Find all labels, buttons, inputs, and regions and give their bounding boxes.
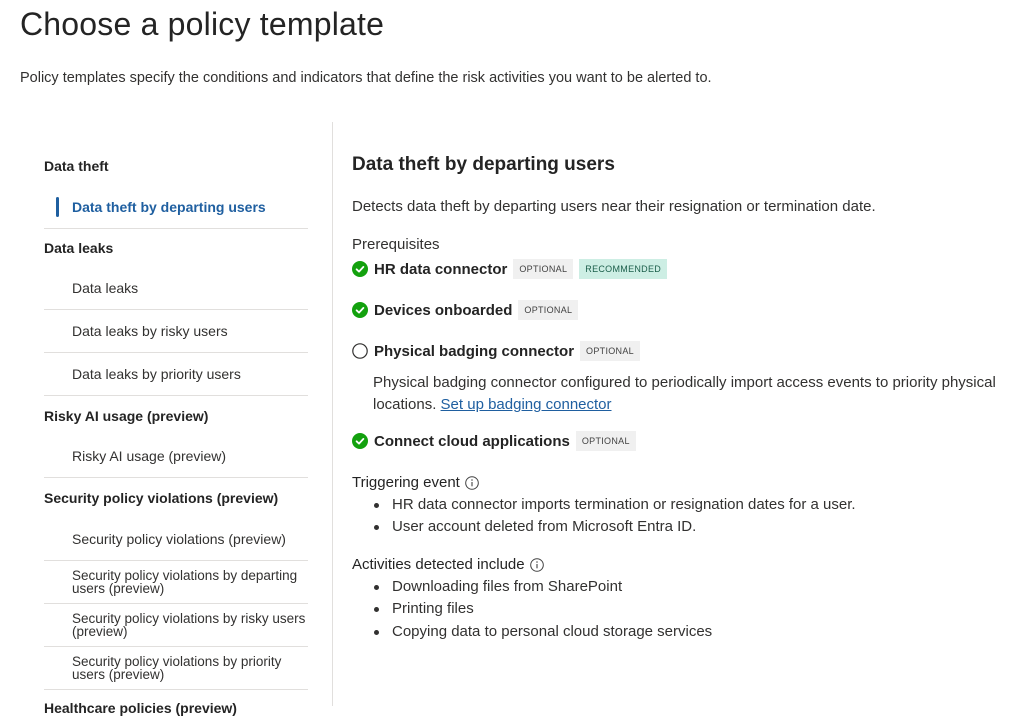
selected-indicator: [56, 197, 59, 217]
check-circle-filled-icon: [352, 261, 368, 277]
prerequisite-name: Connect cloud applications: [374, 432, 570, 450]
triggering-event-list: [372, 494, 856, 539]
prerequisites-label: Prerequisites: [352, 236, 440, 253]
template-sidebar: [44, 122, 308, 716]
sidebar-item-label: Data leaks: [72, 280, 139, 296]
optional-badge: OPTIONAL: [576, 431, 636, 451]
activities-list: [372, 576, 712, 643]
prerequisite-connect-cloud-applications: [352, 431, 642, 451]
sidebar-item-label: Data theft by departing users: [72, 199, 266, 215]
sidebar-item-label: Security policy violations by departing users (preview): [72, 568, 298, 596]
page-title: Choose a policy template: [20, 6, 385, 42]
activities-detected-label: [352, 556, 544, 573]
group-header-healthcare-policies: Healthcare policies (preview): [44, 700, 237, 716]
prerequisite-name: Devices onboarded: [374, 301, 513, 319]
sidebar-item-security-policy-violations-risky[interactable]: [44, 604, 308, 646]
sidebar-item-data-leaks-by-priority-users[interactable]: [44, 353, 308, 395]
sidebar-item-label: Security policy violations by risky users (preview): [72, 611, 306, 639]
sidebar-item-label: Risky AI usage (preview): [72, 448, 227, 464]
group-header-risky-ai-usage: Risky AI usage (preview): [44, 408, 209, 424]
list-item: Downloading files from SharePoint: [372, 576, 712, 598]
activities-detected-text: Activities detected include: [352, 556, 525, 573]
prerequisite-name: HR data connector: [374, 260, 508, 278]
info-icon[interactable]: [465, 476, 479, 490]
empty-circle-icon: [352, 343, 368, 359]
check-circle-filled-icon: [352, 433, 368, 449]
list-item: HR data connector imports termination or resignation dates for a user.: [372, 494, 856, 516]
prerequisite-hr-data-connector: [352, 259, 673, 279]
optional-badge: OPTIONAL: [580, 341, 640, 361]
sidebar-item-data-theft-by-departing-users[interactable]: [44, 186, 308, 228]
list-item: Copying data to personal cloud storage services: [372, 621, 712, 643]
triggering-event-text: Triggering event: [352, 474, 460, 491]
list-item: Printing files: [372, 598, 712, 620]
template-title: Data theft by departing users: [352, 154, 615, 175]
template-description: Detects data theft by departing users near their resignation or termination date.: [352, 198, 876, 215]
badging-description-text: Physical badging connector configured to periodically import access events to priority physical locations.: [373, 374, 996, 413]
group-header-data-leaks: Data leaks: [44, 240, 114, 256]
sidebar-item-label: Data leaks by risky users: [72, 323, 228, 339]
sidebar-item-security-policy-violations-departing[interactable]: [44, 561, 308, 603]
optional-badge: OPTIONAL: [513, 259, 573, 279]
sidebar-item-security-policy-violations-priority[interactable]: [44, 647, 308, 689]
panel-divider: [332, 122, 333, 706]
sidebar-item-label: Security policy violations by priority users (preview): [72, 654, 282, 682]
sidebar-item-risky-ai-usage[interactable]: [44, 435, 308, 477]
list-item: User account deleted from Microsoft Entra ID.: [372, 516, 856, 538]
sidebar-item-label: Security policy violations (preview): [72, 531, 286, 547]
prerequisite-devices-onboarded: [352, 300, 584, 320]
prerequisite-name: Physical badging connector: [374, 342, 575, 360]
sidebar-item-data-leaks[interactable]: [44, 267, 308, 309]
divider: [44, 689, 308, 690]
badging-connector-description: [373, 372, 1013, 416]
triggering-event-label: [352, 474, 479, 491]
recommended-badge: RECOMMENDED: [579, 259, 667, 279]
sidebar-item-label: Data leaks by priority users: [72, 366, 241, 382]
sidebar-item-data-leaks-by-risky-users[interactable]: [44, 310, 308, 352]
optional-badge: OPTIONAL: [518, 300, 578, 320]
check-circle-filled-icon: [352, 302, 368, 318]
group-header-data-theft: Data theft: [44, 158, 109, 174]
divider: [44, 395, 308, 396]
info-icon[interactable]: [530, 558, 544, 572]
sidebar-item-security-policy-violations[interactable]: [44, 518, 308, 560]
set-up-badging-connector-link[interactable]: Set up badging connector: [440, 396, 612, 413]
divider: [44, 228, 308, 229]
group-header-security-policy-violations: Security policy violations (preview): [44, 490, 279, 506]
page-subtitle: Policy templates specify the conditions and indicators that define the risk activities you want to be alerted to.: [20, 70, 712, 86]
divider: [44, 477, 308, 478]
prerequisite-physical-badging-connector: [352, 341, 646, 361]
